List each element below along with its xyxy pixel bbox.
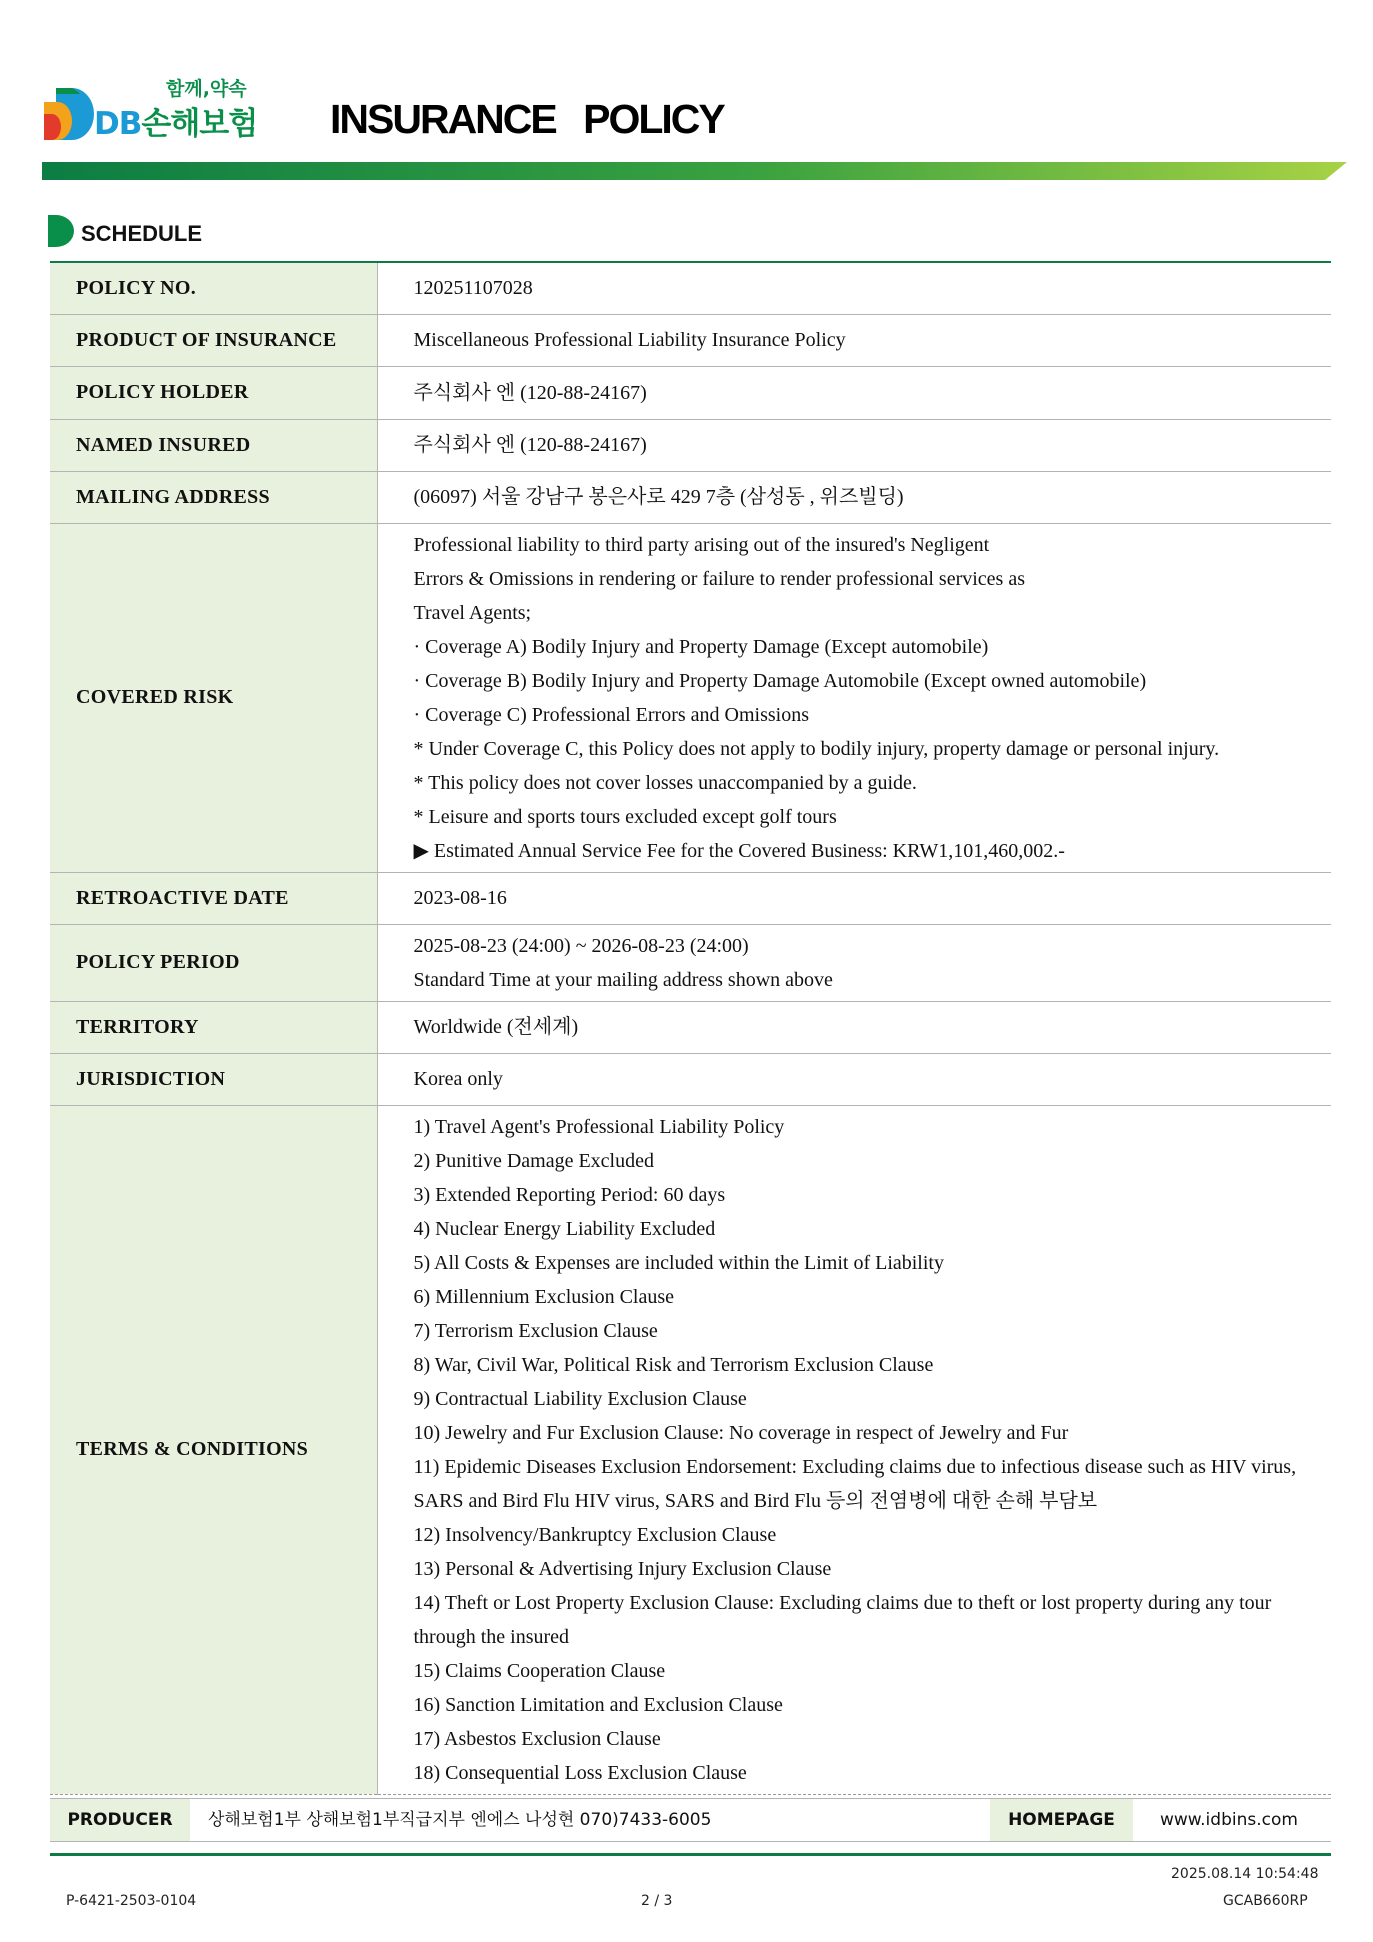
- covered-risk-line: * Under Coverage C, this Policy does not apply to bodily injury, property damage or personal injury.: [413, 737, 1220, 760]
- terms-item: 5) All Costs & Expenses are included within the Limit of Liability: [413, 1251, 944, 1274]
- terms-item: 7) Terrorism Exclusion Clause: [413, 1319, 658, 1342]
- terms-item: 6) Millennium Exclusion Clause: [413, 1285, 675, 1308]
- covered-risk-line: · Coverage C) Professional Errors and Omissions: [413, 703, 809, 726]
- covered-risk-line: Travel Agents;: [413, 601, 532, 624]
- covered-risk-line: · Coverage B) Bodily Injury and Property Damage Automobile (Except owned automobile): [413, 669, 1147, 692]
- producer-value: 상해보험1부 상해보험1부직급지부 엔에스 나성현 070)7433-6005: [208, 1810, 712, 1830]
- form-code: P-6421-2503-0104: [66, 1893, 197, 1909]
- terms-item: 12) Insolvency/Bankruptcy Exclusion Clause: [413, 1523, 777, 1546]
- value-covered-risk: [377, 523, 1331, 872]
- terms-item: 16) Sanction Limitation and Exclusion Clause: [413, 1693, 783, 1716]
- label-terms-conditions: TERMS & CONDITIONS: [50, 1105, 377, 1794]
- terms-item: 8) War, Civil War, Political Risk and Terrorism Exclusion Clause: [413, 1353, 934, 1376]
- footer-rule: [50, 1853, 1331, 1856]
- covered-risk-line: Professional liability to third party arising out of the insured's Negligent: [413, 533, 990, 556]
- covered-risk-line: ▶ Estimated Annual Service Fee for the Covered Business: KRW1,101,460,002.-: [413, 839, 1065, 862]
- label-jurisdiction: JURISDICTION: [50, 1053, 377, 1105]
- terms-item: 13) Personal & Advertising Injury Exclusion Clause: [413, 1557, 832, 1580]
- row-covered-risk: [50, 523, 1331, 872]
- policy-period-line: 2025-08-23 (24:00) ~ 2026-08-23 (24:00): [413, 934, 749, 957]
- covered-risk-line: * Leisure and sports tours excluded except golf tours: [413, 805, 837, 828]
- covered-risk-line: Errors & Omissions in rendering or failure to render professional services as: [413, 567, 1025, 590]
- homepage-link[interactable]: www.idbins.com: [1160, 1810, 1298, 1830]
- row-policy-no: [50, 262, 1331, 314]
- producer-label: PRODUCER: [50, 1799, 190, 1841]
- value-retroactive-date: 2023-08-16: [377, 872, 1331, 924]
- terms-item: 10) Jewelry and Fur Exclusion Clause: No coverage in respect of Jewelry and Fur: [413, 1421, 1069, 1444]
- label-territory: TERRITORY: [50, 1001, 377, 1053]
- row-mailing-address: [50, 471, 1331, 523]
- row-product: [50, 314, 1331, 366]
- value-territory: Worldwide (전세계): [377, 1001, 1331, 1053]
- terms-item: 18) Consequential Loss Exclusion Clause: [413, 1761, 747, 1784]
- section-title: SCHEDULE: [81, 221, 203, 246]
- row-policy-period: [50, 924, 1331, 1001]
- label-policy-holder: POLICY HOLDER: [50, 366, 377, 419]
- row-terms-conditions: [50, 1105, 1331, 1794]
- row-territory: [50, 1001, 1331, 1053]
- logo-name: [94, 98, 257, 143]
- print-timestamp: 2025.08.14 10:54:48: [1171, 1866, 1319, 1882]
- schedule-table: [50, 261, 1331, 1795]
- homepage-label: HOMEPAGE: [990, 1799, 1133, 1841]
- value-policy-period: [377, 924, 1331, 1001]
- terms-item: 14) Theft or Lost Property Exclusion Clause: Excluding claims due to theft or lost property during any tour through the insured: [413, 1591, 1272, 1648]
- row-named-insured: [50, 419, 1331, 471]
- terms-item: 3) Extended Reporting Period: 60 days: [413, 1183, 726, 1206]
- label-named-insured: NAMED INSURED: [50, 419, 377, 471]
- logo-brand-name: 손해보험: [141, 106, 258, 142]
- terms-item: 11) Epidemic Diseases Exclusion Endorsement: Excluding claims due to infectious disease such as HIV virus, SARS and Bird Flu HIV virus, SARS and Bird Flu 등의 전염병에 대한 손해 부담보: [413, 1455, 1297, 1512]
- document-code: GCAB660RP: [1223, 1893, 1308, 1909]
- label-policy-period: POLICY PERIOD: [50, 924, 377, 1001]
- page-number: 2 / 3: [641, 1893, 673, 1909]
- policy-period-line: Standard Time at your mailing address shown above: [413, 968, 833, 991]
- row-retroactive-date: [50, 872, 1331, 924]
- row-policy-holder: [50, 366, 1331, 419]
- terms-item: 1) Travel Agent's Professional Liability Policy: [413, 1115, 785, 1138]
- label-mailing-address: MAILING ADDRESS: [50, 471, 377, 523]
- label-policy-no: POLICY NO.: [50, 262, 377, 314]
- value-mailing-address: (06097) 서울 강남구 봉은사로 429 7층 (삼성동 , 위즈빌딩): [377, 471, 1331, 523]
- terms-item: 17) Asbestos Exclusion Clause: [413, 1727, 661, 1750]
- header-gradient-bar: [42, 162, 1347, 180]
- section-marker-icon: [48, 215, 74, 247]
- row-jurisdiction: [50, 1053, 1331, 1105]
- label-retroactive-date: RETROACTIVE DATE: [50, 872, 377, 924]
- label-product: PRODUCT OF INSURANCE: [50, 314, 377, 366]
- logo-brand: DB: [94, 106, 142, 142]
- producer-bar: [50, 1798, 1331, 1842]
- terms-item: 9) Contractual Liability Exclusion Clause: [413, 1387, 747, 1410]
- label-covered-risk: COVERED RISK: [50, 523, 377, 872]
- value-named-insured: 주식회사 엔 (120-88-24167): [377, 419, 1331, 471]
- value-jurisdiction: Korea only: [377, 1053, 1331, 1105]
- terms-item: 4) Nuclear Energy Liability Excluded: [413, 1217, 716, 1240]
- value-terms-conditions: [377, 1105, 1331, 1794]
- document-title: INSURANCE POLICY: [330, 96, 724, 142]
- covered-risk-line: * This policy does not cover losses unaccompanied by a guide.: [413, 771, 917, 794]
- terms-item: 15) Claims Cooperation Clause: [413, 1659, 666, 1682]
- terms-item: 2) Punitive Damage Excluded: [413, 1149, 654, 1172]
- value-policy-holder: 주식회사 엔 (120-88-24167): [377, 366, 1331, 419]
- company-logo: [42, 74, 257, 146]
- covered-risk-line: · Coverage A) Bodily Injury and Property Damage (Except automobile): [413, 635, 989, 658]
- value-product: Miscellaneous Professional Liability Insurance Policy: [377, 314, 1331, 366]
- db-logo-icon: [42, 84, 94, 144]
- value-policy-no: 120251107028: [377, 262, 1331, 314]
- logo-slogan: 함께,약속: [166, 78, 247, 100]
